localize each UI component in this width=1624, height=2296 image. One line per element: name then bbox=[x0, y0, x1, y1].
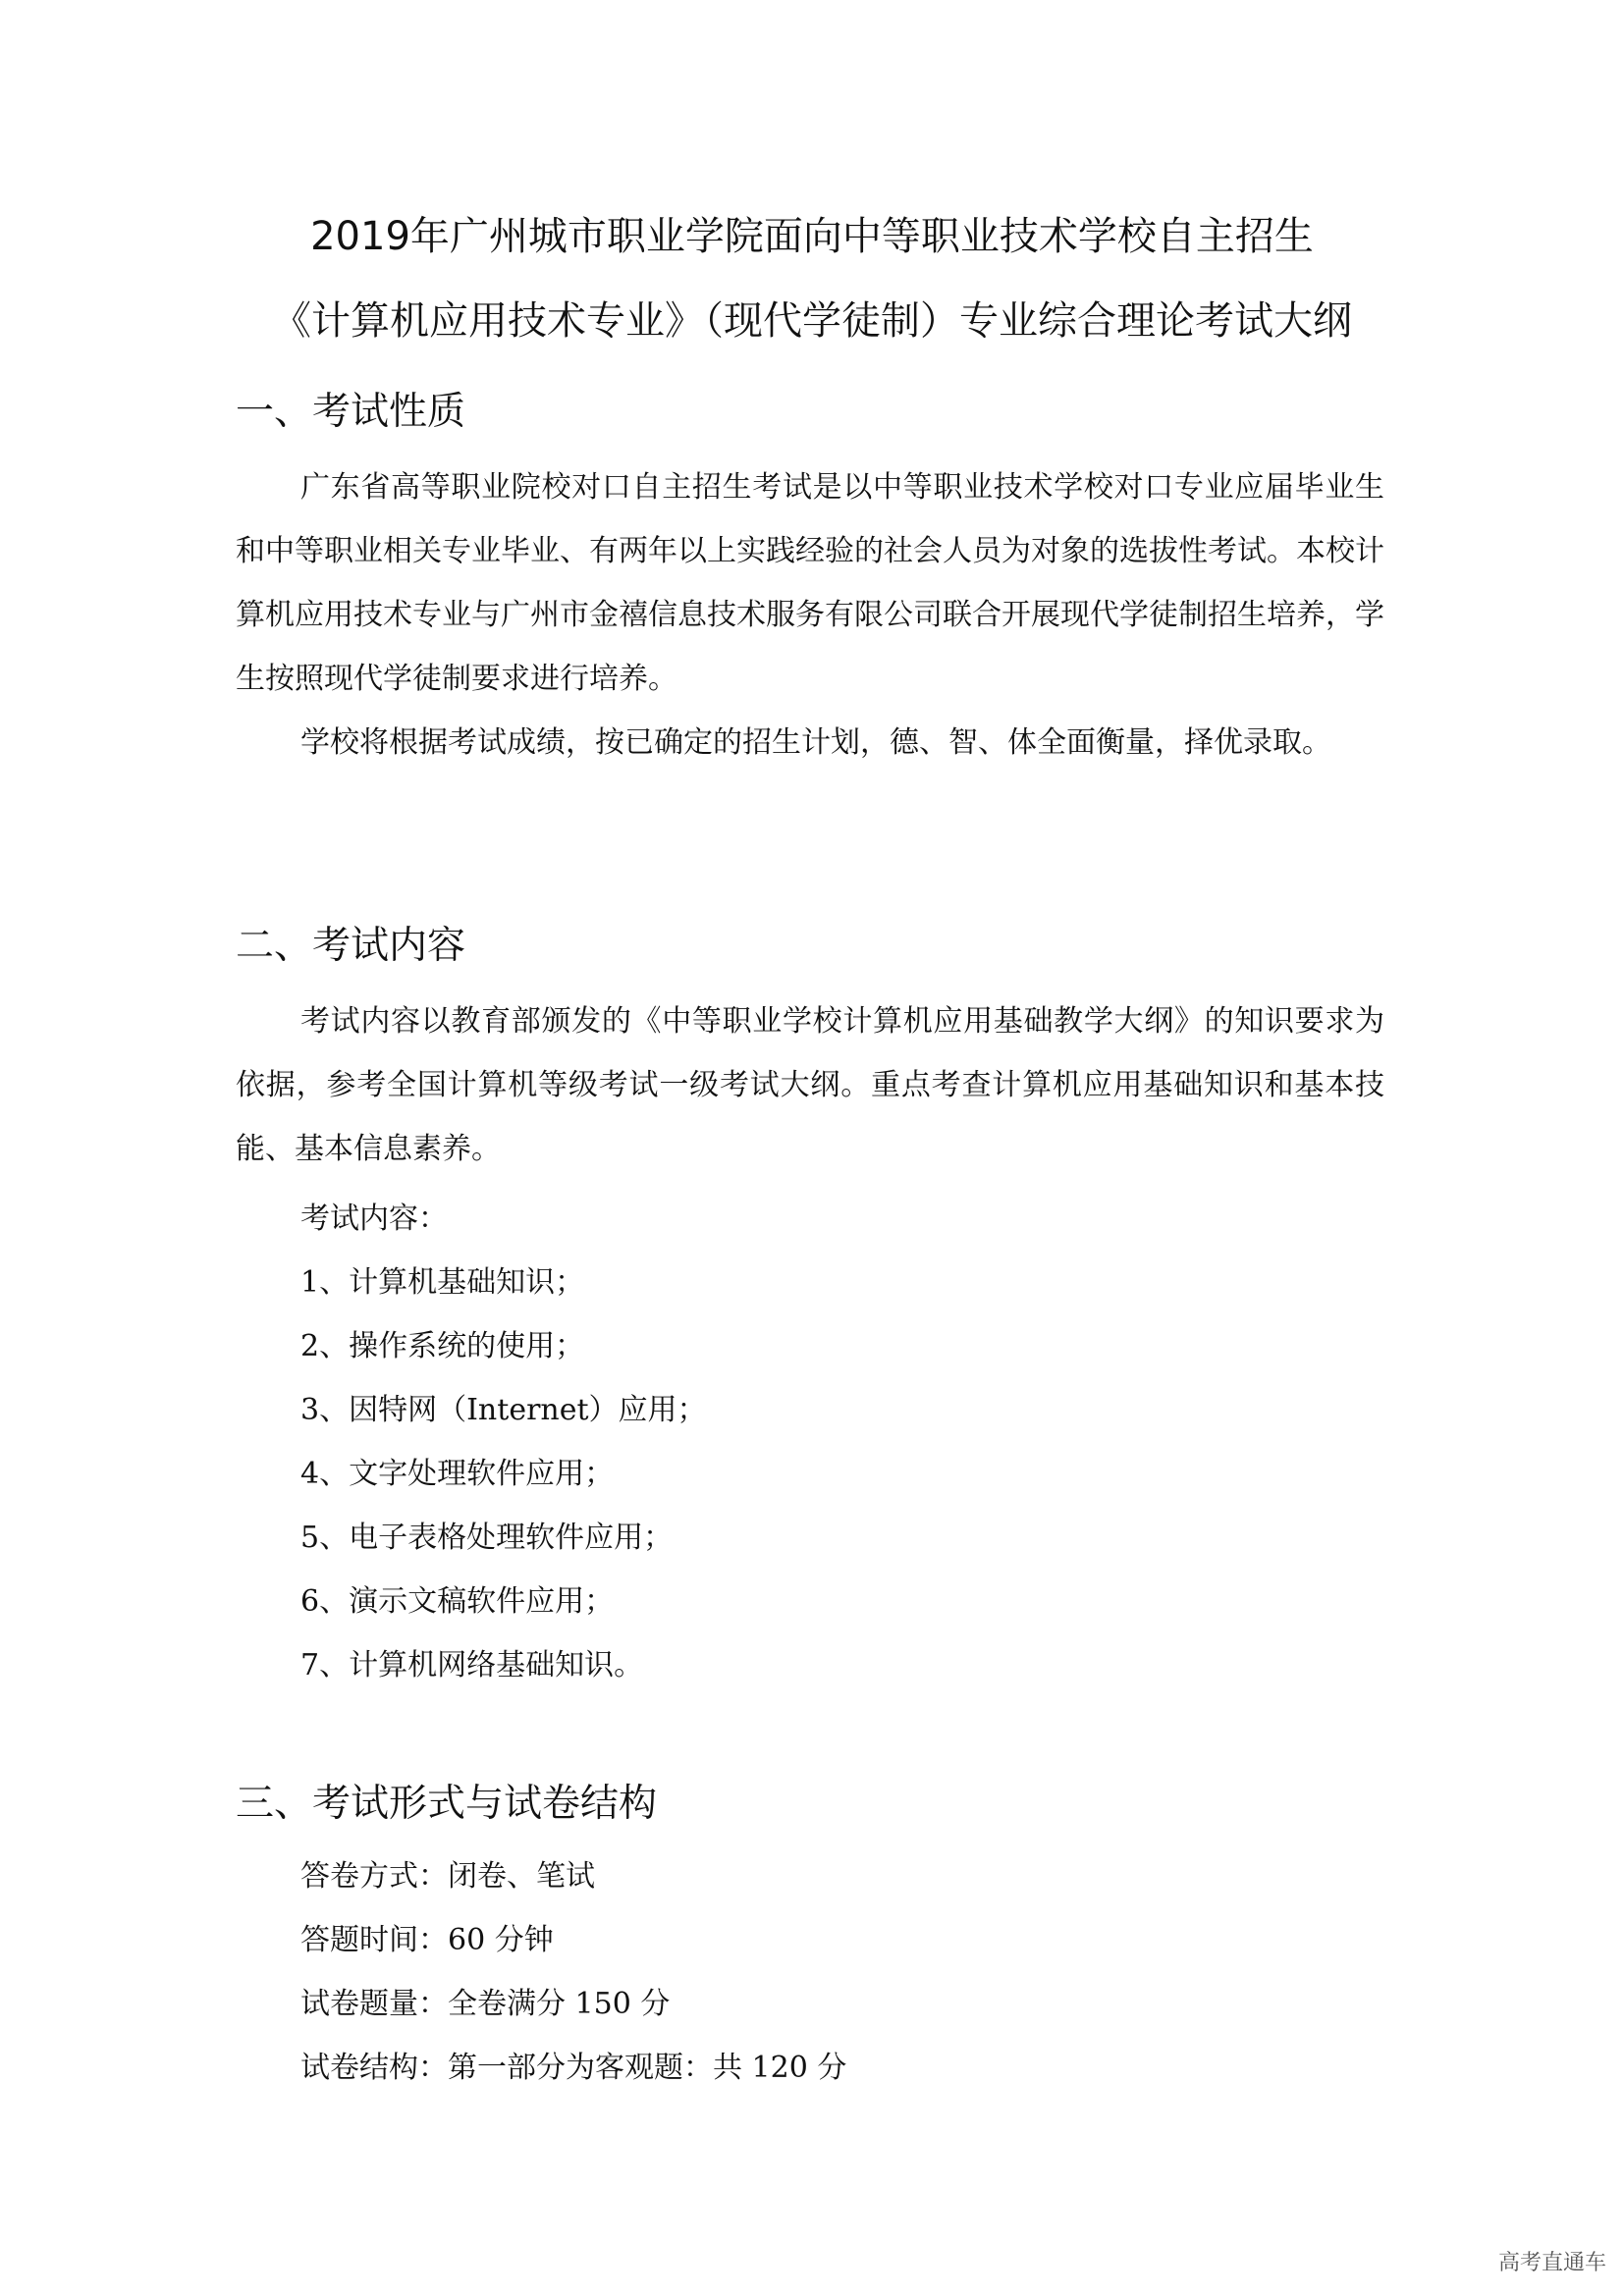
paragraph-admission: 学校将根据考试成绩，按已确定的招生计划，德、智、体全面衡量，择优录取。 bbox=[300, 725, 1331, 760]
paragraph-exam-content: 考试内容以教育部颁发的《中等职业学校计算机应用基础教学大纲》的知识要求为依据，参考全国计算机等级考试一级考试大纲。重点考查计算机应用基础知识和基本技能、基本信息素养。 bbox=[236, 1004, 1384, 1166]
exam-format-item: 试卷题量：全卷满分 150 分 bbox=[300, 1987, 671, 2021]
section-heading-exam-nature: 一、考试性质 bbox=[236, 390, 466, 434]
content-list-item: 2、操作系统的使用； bbox=[300, 1329, 585, 1363]
section-heading-exam-format: 三、考试形式与试卷结构 bbox=[236, 1782, 658, 1826]
content-list-item: 5、电子表格处理软件应用； bbox=[300, 1521, 674, 1555]
paragraph-exam-nature: 广东省高等职业院校对口自主招生考试是以中等职业技术学校对口专业应届毕业生和中等职业相关专业毕业、有两年以上实践经验的社会人员为对象的选拔性考试。本校计算机应用技术专业与广州市金禧信息技术服务有限公司联合开展现代学徒制招生培养，学生按照现代学徒制要求进行培养。 bbox=[236, 470, 1384, 696]
document-title-line-2: 《计算机应用技术专业》（现代学徒制）专业综合理论考试大纲 bbox=[272, 298, 1352, 344]
exam-format-item: 答卷方式：闭卷、笔试 bbox=[300, 1859, 595, 1894]
content-list-item: 1、计算机基础知识； bbox=[300, 1265, 585, 1300]
watermark: 高考直通车 bbox=[1497, 2251, 1606, 2275]
content-list-item: 3、因特网（Internet）应用； bbox=[300, 1393, 707, 1427]
content-list-label: 考试内容： bbox=[300, 1201, 448, 1236]
section-heading-exam-content: 二、考试内容 bbox=[236, 924, 466, 968]
content-list-item: 6、演示文稿软件应用； bbox=[300, 1584, 615, 1619]
document-title-line-1: 2019年广州城市职业学院面向中等职业技术学校自主招生 bbox=[310, 214, 1314, 259]
exam-format-item: 答题时间：60 分钟 bbox=[300, 1923, 554, 1957]
content-list-item: 7、计算机网络基础知识。 bbox=[300, 1648, 644, 1682]
exam-format-item: 试卷结构：第一部分为客观题：共 120 分 bbox=[300, 2051, 847, 2085]
content-list-item: 4、文字处理软件应用； bbox=[300, 1457, 615, 1491]
